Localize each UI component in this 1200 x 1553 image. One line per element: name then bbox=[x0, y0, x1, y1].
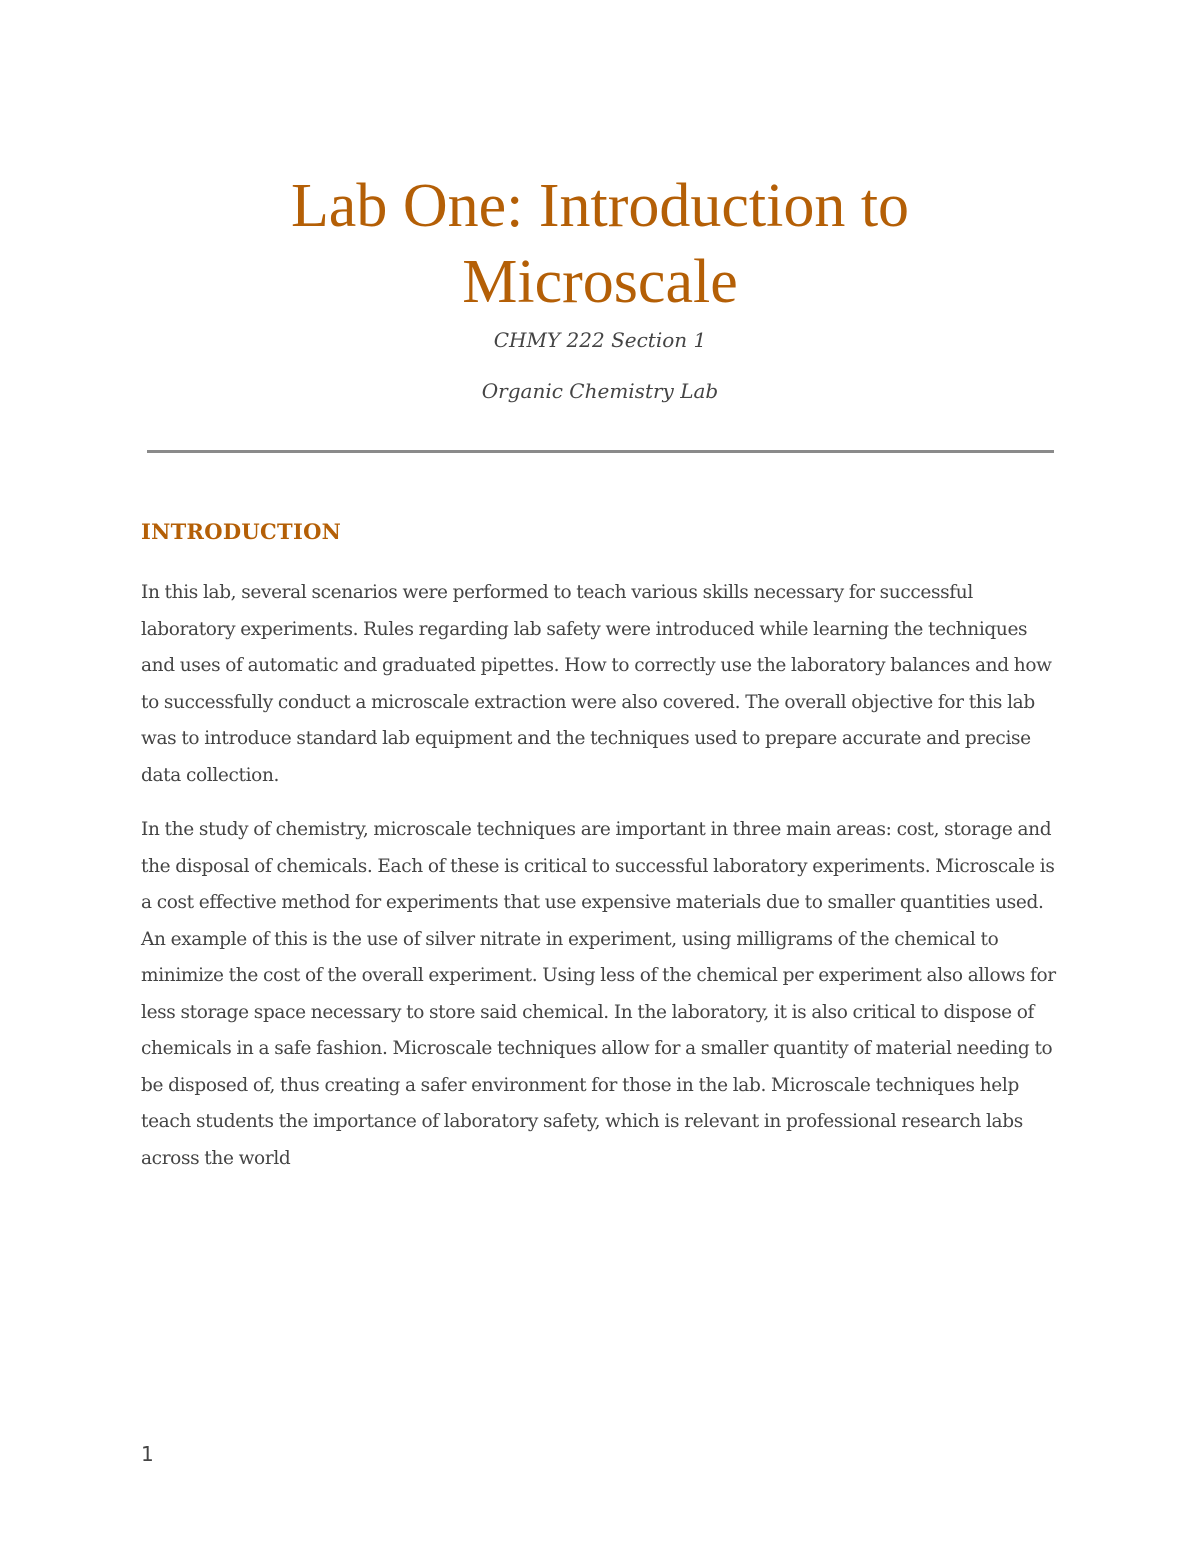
page-number: 1 bbox=[141, 1442, 154, 1466]
document-title-line-1: Lab One: Introduction to bbox=[290, 172, 910, 240]
title-divider bbox=[147, 450, 1054, 453]
introduction-paragraph-1: In this lab, several scenarios were performed to teach various skills necessary for successful laboratory experiments. Rules regarding lab safety were introduced while learning the techniques and uses of automatic and graduated pipettes. How to correctly use the laboratory balances and how to successfully conduct a microscale extraction were also covered. The overall objective for this lab was to introduce standard lab equipment and the techniques used to prepare accurate and precise data collection. bbox=[141, 582, 1052, 786]
course-subtitle: CHMY 222 Section 1 bbox=[493, 328, 707, 352]
document-title bbox=[140, 168, 1060, 320]
introduction-paragraph-2: In the study of chemistry, microscale techniques are important in three main areas: cost, storage and the disposal of chemicals. Each of these is critical to successful laboratory experiments. Microscale is a cost effective method for experiments that use expensive materials due to smaller quantities used. An example of this is the use of silver nitrate in experiment, using milligrams of the chemical to minimize the cost of the overall experiment. Using less of the chemical per experiment also allows for less storage space necessary to store said chemical. In the laboratory, it is also critical to dispose of chemicals in a safe fashion. Microscale techniques allow for a smaller quantity of material needing to be disposed of, thus creating a safer environment for those in the lab. Microscale techniques help teach students the importance of laboratory safety, which is relevant in professional research labs across the world bbox=[141, 819, 1056, 1169]
document-title-line-2: Microscale bbox=[462, 248, 738, 316]
lab-name-subtitle: Organic Chemistry Lab bbox=[481, 379, 719, 403]
section-heading-introduction: INTRODUCTION bbox=[141, 519, 342, 544]
